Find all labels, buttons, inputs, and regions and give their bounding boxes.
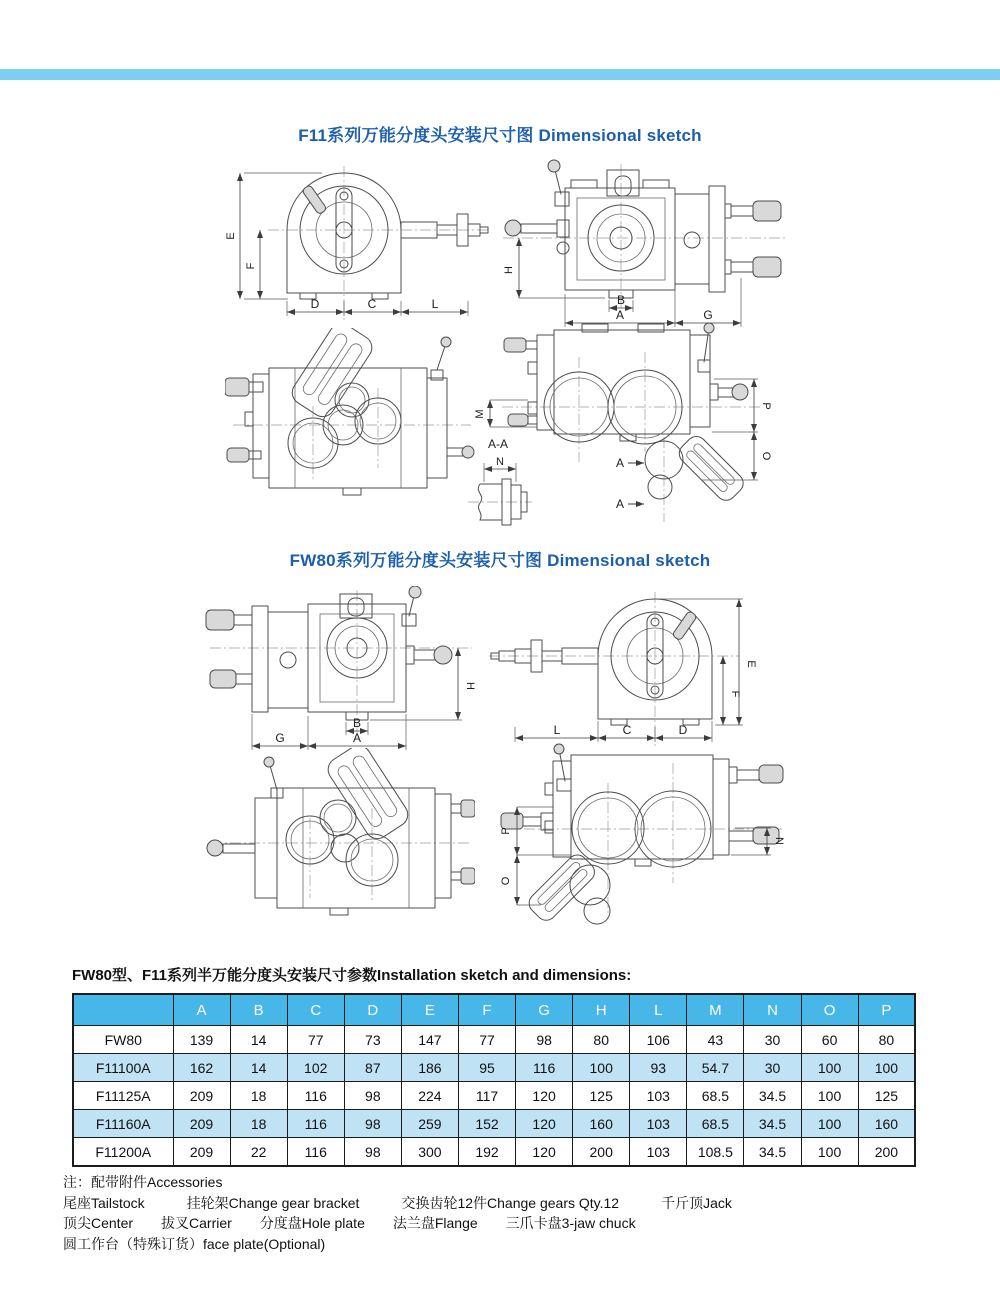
fw80-front-view-drawing [200,586,480,753]
section-title-fw80: FW80系列万能分度头安装尺寸图 Dimensional sketch [289,551,711,570]
table-cell: 95 [458,1054,515,1082]
table-cell: 209 [173,1110,230,1138]
table-cell: 224 [401,1082,458,1110]
table-row [73,1110,915,1138]
table-col-header: O [801,994,858,1026]
table-cell: 43 [687,1026,744,1054]
note-item: 拔叉Carrier [161,1215,232,1231]
table-col-header: P [858,994,915,1026]
table-cell: 98 [344,1138,401,1167]
table-cell: 125 [573,1082,630,1110]
fw80-side-view-drawing [487,586,767,753]
table-cell: 192 [458,1138,515,1167]
note-line-4: 圆工作台（特殊订货）face plate(Optional) [63,1235,326,1252]
table-cell: 60 [801,1026,858,1054]
table-cell: 117 [458,1082,515,1110]
table-cell: 80 [573,1026,630,1054]
table-cell: 116 [287,1110,344,1138]
table-col-header: M [687,994,744,1026]
table-cell: 18 [230,1082,287,1110]
table-cell: 73 [344,1026,401,1054]
table-cell: 259 [401,1110,458,1138]
table-cell: 100 [801,1110,858,1138]
dim-label-l: L [553,723,561,737]
top-accent-bar [0,69,1000,80]
note-line-3 [63,1213,943,1234]
row-model-label: F11125A [73,1082,173,1110]
table-cell: 103 [630,1082,687,1110]
table-cell: 18 [230,1110,287,1138]
dim-label-g: G [275,731,285,745]
table-col-header: D [344,994,401,1026]
table-cell: 209 [173,1082,230,1110]
table-cell: 120 [516,1110,573,1138]
table-cell: 200 [858,1138,915,1167]
table-cell: 106 [630,1026,687,1054]
f11-side-view-drawing [210,160,490,325]
note-item: 法兰盘Flange [392,1215,478,1231]
table-row [73,1054,915,1082]
table-col-header: H [573,994,630,1026]
table-cell: 116 [516,1054,573,1082]
table-corner-cell [73,994,173,1026]
lower-gear-guard [645,432,747,504]
change-gear-guard [324,748,413,843]
table-row [73,1026,915,1054]
dim-label-m: M [474,409,486,419]
dim-label-e: E [225,232,237,240]
table-cell: 30 [744,1026,801,1054]
table-cell: 14 [230,1054,287,1082]
dim-label-p: P [760,402,772,410]
change-gears [288,383,401,468]
note-item: 交换齿轮12件Change gears Qty.12 [401,1194,620,1211]
table-cell: 120 [516,1138,573,1167]
table-header-row [73,994,915,1026]
table-cell: 77 [287,1026,344,1054]
note-item: 千斤顶Jack [661,1194,732,1211]
crank-handle [647,611,697,698]
f11-gear-view-drawing [225,328,475,525]
clamp-lever [505,160,569,254]
dimensions-table [72,993,916,1167]
table-cell: 30 [744,1054,801,1082]
table-cell: 139 [173,1026,230,1054]
table-cell: 116 [287,1138,344,1167]
table-cell: 100 [801,1054,858,1082]
dim-label-g: G [703,308,713,322]
table-col-header: B [230,994,287,1026]
dim-label-f: F [245,262,257,270]
f11-top-view-drawing [462,322,784,534]
dim-label-b: B [616,293,626,307]
table-cell: 87 [344,1054,401,1082]
table-cell: 68.5 [687,1110,744,1138]
table-cell: 102 [287,1054,344,1082]
table-cell: 125 [858,1082,915,1110]
section-title-f11: F11系列万能分度头安装尺寸图 Dimensional sketch [298,126,702,145]
fw80-top-view-drawing [495,743,795,945]
table-cell: 80 [858,1026,915,1054]
table-cell: 116 [287,1082,344,1110]
table-title: FW80型、F11系列半万能分度头安装尺寸参数Installation sketch and dimensions: [72,967,632,984]
dim-label-d: D [678,723,688,737]
note-item: 三爪卡盘3-jaw chuck [505,1215,636,1231]
dim-label-c: C [367,297,377,311]
note-item: 分度盘Hole plate [259,1215,365,1231]
section-detail [468,479,532,525]
f11-front-view-drawing [497,158,792,330]
table-row [73,1082,915,1110]
row-model-label: F11100A [73,1054,173,1082]
table-row [73,1138,915,1167]
dim-label-a: A [615,308,625,322]
table-cell: 103 [630,1138,687,1167]
table-cell: 34.5 [744,1138,801,1167]
table-cell: 152 [458,1110,515,1138]
table-cell: 100 [573,1054,630,1082]
dim-label-p: P [500,827,512,835]
dim-label-l: L [431,297,439,311]
dim-label-b: B [352,716,362,730]
row-model-label: F11160A [73,1110,173,1138]
section-cut-label-a2: A [615,497,624,511]
crank-handle [302,185,352,272]
dim-label-a: A [352,731,362,745]
fw80-gear-view-drawing [205,748,475,945]
dim-label-h: H [464,682,476,690]
row-model-label: F11200A [73,1138,173,1167]
dim-label-n: N [496,456,504,468]
dim-label-d: D [310,297,320,311]
table-cell: 14 [230,1026,287,1054]
dim-label-n: N [773,837,785,845]
table-cell: 98 [516,1026,573,1054]
table-col-header: F [458,994,515,1026]
dim-label-o: O [760,451,772,461]
table-cell: 200 [573,1138,630,1167]
table-cell: 100 [801,1082,858,1110]
spindle-shaft [491,640,598,672]
table-cell: 68.5 [687,1082,744,1110]
table-cell: 93 [630,1054,687,1082]
table-cell: 160 [858,1110,915,1138]
dim-label-o: O [500,876,512,886]
table-cell: 108.5 [687,1138,744,1167]
note-item: 尾座Tailstock [63,1194,145,1211]
table-cell: 162 [173,1054,230,1082]
dim-label-f: F [729,690,741,698]
table-body [73,1026,915,1167]
table-cell: 209 [173,1138,230,1167]
table-cell: 103 [630,1110,687,1138]
table-col-header: L [630,994,687,1026]
note-line-2 [63,1193,943,1214]
dim-label-c: C [622,723,632,737]
note-item: 顶尖Center [63,1215,134,1231]
table-cell: 186 [401,1054,458,1082]
table-cell: 54.7 [687,1054,744,1082]
table-cell: 22 [230,1138,287,1167]
table-cell: 34.5 [744,1082,801,1110]
right-handles [725,201,781,277]
table-col-header: N [744,994,801,1026]
table-cell: 98 [344,1082,401,1110]
note-line-1: 注：配带附件Accessories [63,1174,223,1190]
section-label-aa: A-A [487,437,509,451]
table-cell: 120 [516,1082,573,1110]
table-col-header: G [516,994,573,1026]
table-cell: 160 [573,1110,630,1138]
table-cell: 147 [401,1026,458,1054]
table-col-header: A [173,994,230,1026]
table-cell: 77 [458,1026,515,1054]
table-cell: 300 [401,1138,458,1167]
table-cell: 100 [801,1138,858,1167]
table-cell: 98 [344,1110,401,1138]
table-cell: 34.5 [744,1110,801,1138]
section-cut-label-a1: A [615,456,624,470]
dim-label-h: H [503,266,515,274]
table-col-header: E [401,994,458,1026]
table-cell: 100 [858,1054,915,1082]
row-model-label: FW80 [73,1026,173,1054]
notes-block [63,1172,943,1254]
dim-label-e: E [745,660,757,668]
table-col-header: C [287,994,344,1026]
note-item: 挂轮架Change gear bracket [186,1194,360,1211]
